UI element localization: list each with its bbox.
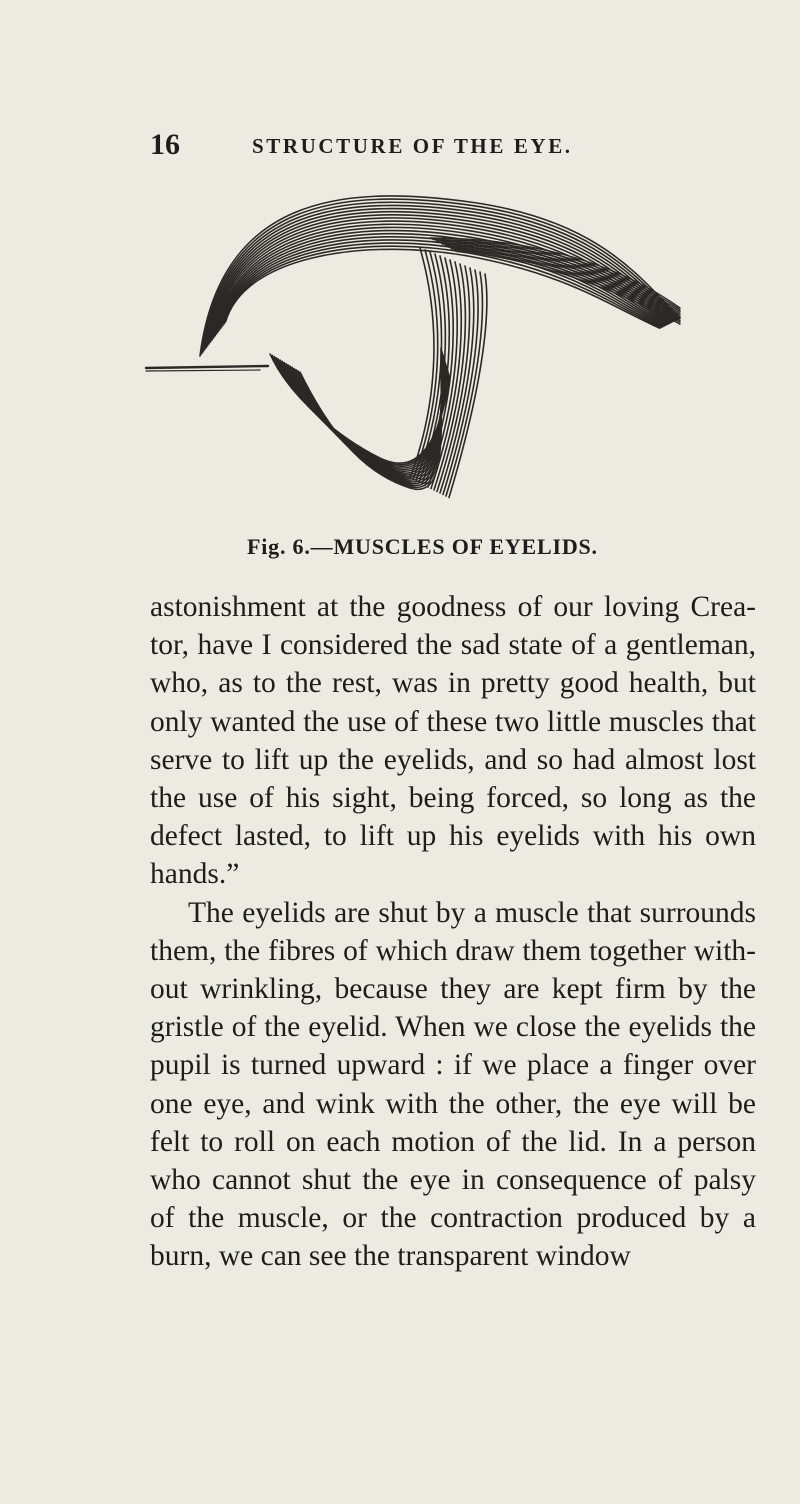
eyelid-muscles-illustration (140, 178, 700, 518)
body-text (150, 588, 756, 1276)
page-number: 16 (150, 128, 180, 161)
paragraph-2: The eyelids are shut by a muscle that surrounds them, the fibres of which draw them together with-out wrinkling, because they are kept firm by the gristle of the eyelid. When we close the eyelids the pupil is turned upward : if we place a finger over one eye, and wink with the other, the eye will be felt to roll on each motion of the lid. In a person who cannot shut the eye in consequence of palsy of the muscle, or the contraction produced by a burn, we can see the transparent window (150, 896, 756, 1273)
paragraph-1: astonishment at the goodness of our loving Crea-tor, have I considered the sad state of a gentleman, who, as to the rest, was in pretty good health, but only wanted the use of these two little muscles that serve to lift up the eyelids, and so had almost lost the use of his sight, being forced, so long as the defect lasted, to lift up his eyelids with his own hands.” (150, 591, 756, 891)
running-head: STRUCTURE OF THE EYE. (252, 134, 573, 158)
figure-caption: Fig. 6.—MUSCLES OF EYELIDS. (247, 534, 598, 559)
orbicular-muscle-fibres (270, 348, 450, 489)
lid-line (146, 366, 268, 368)
